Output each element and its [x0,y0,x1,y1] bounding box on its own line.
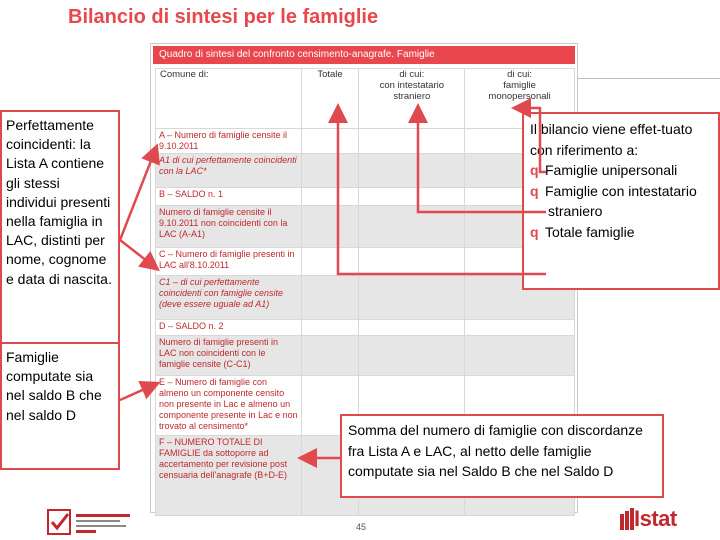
table-row [156,206,575,248]
value-cell[interactable] [301,248,359,276]
row-label: Numero di famiglie presenti in LAC non coincidenti con le famiglie censite (C-C1) [156,336,302,376]
value-cell[interactable] [359,206,465,248]
row-label: Numero di famiglie censite il 9.10.2011 non coincidenti con la LAC (A-A1) [156,206,302,248]
value-cell[interactable] [359,336,465,376]
bullet-text: Famiglie unipersonali [545,162,678,178]
row-label: F – NUMERO TOTALE DI FAMIGLIE da sottoporre ad accertamento per revisione post censuaria dell'anagrafe (B+D-E) [156,436,302,516]
bullet-text: Famiglie con intestatario straniero [545,182,697,219]
callout-intro: Il bilancio viene effet-tuato con riferimento a: [530,121,693,158]
value-cell[interactable] [359,248,465,276]
list-item [530,222,712,243]
table-row [156,320,575,336]
value-cell[interactable] [465,320,575,336]
bullet-text: Totale famiglie [545,223,635,240]
value-cell[interactable] [359,188,465,206]
value-cell[interactable] [301,129,359,154]
checkbox-bullet-icon: q [530,182,539,199]
document-header: Quadro di sintesi del confronto censimento-anagrafe. Famiglie [153,46,575,64]
table-row [156,276,575,320]
istat-logo-text: Istat [634,506,677,531]
value-cell[interactable] [301,154,359,188]
page-number: 45 [356,522,367,532]
column-header-straniero: di cui: con intestatario straniero [359,69,465,129]
value-cell[interactable] [301,320,359,336]
checkbox-bullet-icon: q [530,223,539,240]
value-cell[interactable] [359,129,465,154]
table-row [156,336,575,376]
row-label: B – SALDO n. 1 [156,188,302,206]
callout-famiglie-computate: Famiglie computate sia nel saldo B che nel saldo D [0,342,120,470]
value-cell[interactable] [359,154,465,188]
table-row [156,188,575,206]
row-label: E – Numero di famiglie con almeno un componente censito non presente in Lac e almeno un componente presente in Lac e non trovato al censimento* [156,376,302,436]
table-row [156,154,575,188]
row-label: A – Numero di famiglie censite il 9.10.2011 [156,129,302,154]
callout-perfettamente-coincidenti: Perfettamente coincidenti: la Lista A contiene gli stessi individui presenti nella famiglia in LAC, distinti per nome, cognome e data di nascita. [0,110,120,346]
row-label: C1 – di cui perfettamente coincidenti con famiglie censite (deve essere uguale ad A1) [156,276,302,320]
row-label: C – Numero di famiglie presenti in LAC all'8.10.2011 [156,248,302,276]
table-row [156,129,575,154]
value-cell[interactable] [301,206,359,248]
value-cell[interactable] [301,276,359,320]
value-cell[interactable] [359,320,465,336]
checkbox-bullet-icon: q [530,162,539,178]
table-row [156,248,575,276]
row-label: A1 di cui perfettamente coincidenti con la LAC* [156,154,302,188]
column-header-comune: Comune di: [156,69,302,129]
callout-bilancio-riferimento [522,112,720,290]
callout-somma-discordanze: Somma del numero di famiglie con discordanze fra Lista A e LAC, al netto delle famiglie computate sia nel Saldo B che nel Saldo D [340,414,664,498]
value-cell[interactable] [465,336,575,376]
list-item [530,181,712,222]
value-cell[interactable] [301,336,359,376]
page-title: Bilancio di sintesi per le famiglie [68,6,379,28]
row-label: D – SALDO n. 2 [156,320,302,336]
column-header-monopersonali: di cui: famiglie monopersonali [465,69,575,129]
list-item [530,160,712,181]
value-cell[interactable] [301,188,359,206]
value-cell[interactable] [359,276,465,320]
table-header-row [156,69,575,129]
column-header-totale: Totale [301,69,359,129]
census-logo-icon [46,508,156,540]
